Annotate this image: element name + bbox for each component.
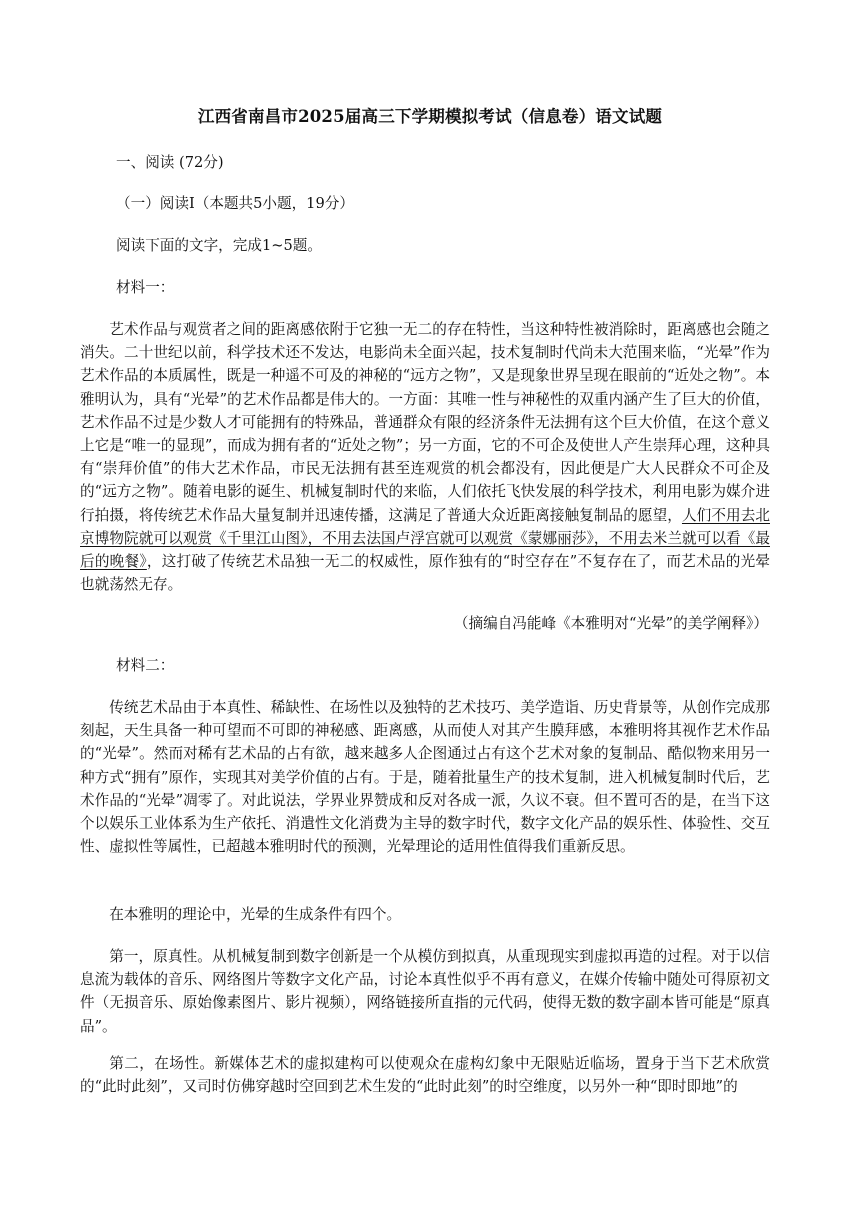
subsection-heading: （一）阅读Ⅰ（本题共5小题，19分） [116, 195, 354, 212]
reading-instruction: 阅读下面的文字，完成1~5题。 [116, 237, 322, 254]
material2-paragraph-4: 第二，在场性。新媒体艺术的虚拟建构可以使观众在虚构幻象中无限贴近临场，置身于当下艺术欣赏的“此时此刻”，又司时仿佛穿越时空回到艺术生发的“此时此刻”的时空维度，以另外一种“即时即地”的 [80, 1055, 770, 1096]
material1-underlined-text: 人们不用去北京博物院就可以观赏《千里江山图》，不用去法国卢浮宫就可以观赏《蒙娜丽莎》，不用去米兰就可以看《最后的晚餐》 [80, 506, 770, 571]
material2-label: 材料二： [116, 657, 175, 674]
material1-paragraph [80, 318, 770, 596]
material2-paragraph-2: 在本雅明的理论中，光晕的生成条件有四个。 [109, 906, 402, 923]
material2-paragraph-1: 传统艺术品由于本真性、稀缺性、在场性以及独特的艺术技巧、美学造诣、历史背景等，从创作完成那刻起，天生具备一种可望而不可即的神秘感、距离感，从而使人对其产生膜拜感，本雅明将其视作艺术作品的“光晕”。然而对稀有艺术品的占有欲，越来越多人企图通过占有这个艺术对象的复制品、酷似物来用另一种方式“拥有”原作，实现其对美学价值的占有。于是，随着批量生产的技术复制，进入机械复制时代后，艺术作品的“光晕”凋零了。对此说法，学界业界赞成和反对各成一派，久议不衰。但不置可否的是，在当下这个以娱乐工业体系为生产依托、消遣性文化消费为主导的数字时代，数字文化产品的娱乐性、体验性、交互性、虚拟性等属性，已超越本雅明时代的预测，光晕理论的适用性值得我们重新反思。 [80, 699, 770, 856]
material1-text-b: ，这打破了传统艺术品独一无二的权威性，原作独有的“时空存在”不复存在了，而艺术品的光晕也就荡然无存。 [80, 553, 771, 594]
material1-text-a: 艺术作品与观赏者之间的距离感依附于它独一无二的存在特性，当这种特性被消除时，距离感也会随之消失。二十世纪以前，科学技术还不发达，电影尚未全面兴起，技术复制时代尚未大范围来临，“光晕”作为艺术作品的本质属性，既是一种遥不可及的神秘的“远方之物”，又是现象世界呈现在眼前的“近处之物”。本雅明认为，具有“光晕”的艺术作品都是伟大的。一方面：其唯一性与神秘性的双重内涵产生了巨大的价值，艺术作品不过是少数人才可能拥有的特殊品，普通群众有限的经济条件无法拥有这个巨大价值，在这个意义上它是“唯一的显现”，而成为拥有者的“近处之物”；另一方面，它的不可企及使世人产生崇拜心理，这种具有“崇拜价值”的伟大艺术作品，市民无法拥有甚至连观赏的机会都没有，因此便是广大人民群众不可企及的“远方之物”。随着电影的诞生、机械复制时代的来临，人们依托飞快发展的科学技术，利用电影为媒介进行拍摄，将传统艺术作品大量复制并迅速传播，这满足了普通大众近距离接触复制品的愿望， [80, 321, 770, 524]
exam-title: 江西省南昌市2025届高三下学期模拟考试（信息卷）语文试题 [197, 107, 663, 126]
material1-label: 材料一： [116, 279, 175, 296]
material2-paragraph-3: 第一，原真性。从机械复制到数字创新是一个从模仿到拟真，从重现现实到虚拟再造的过程。对于以信息流为载体的音乐、网络图片等数字文化产品，讨论本真性似乎不再有意义，在媒介传输中随处可得原初文件（无损音乐、原始像素图片、影片视频），网络链接所直指的元代码，使得无数的数字副本皆可能是“原真品”。 [80, 948, 770, 1035]
material1-source: （摘编自冯能峰《本雅明对“光晕”的美学阐释》） [453, 615, 768, 632]
section-heading: 一、阅读 (72分) [116, 154, 224, 171]
